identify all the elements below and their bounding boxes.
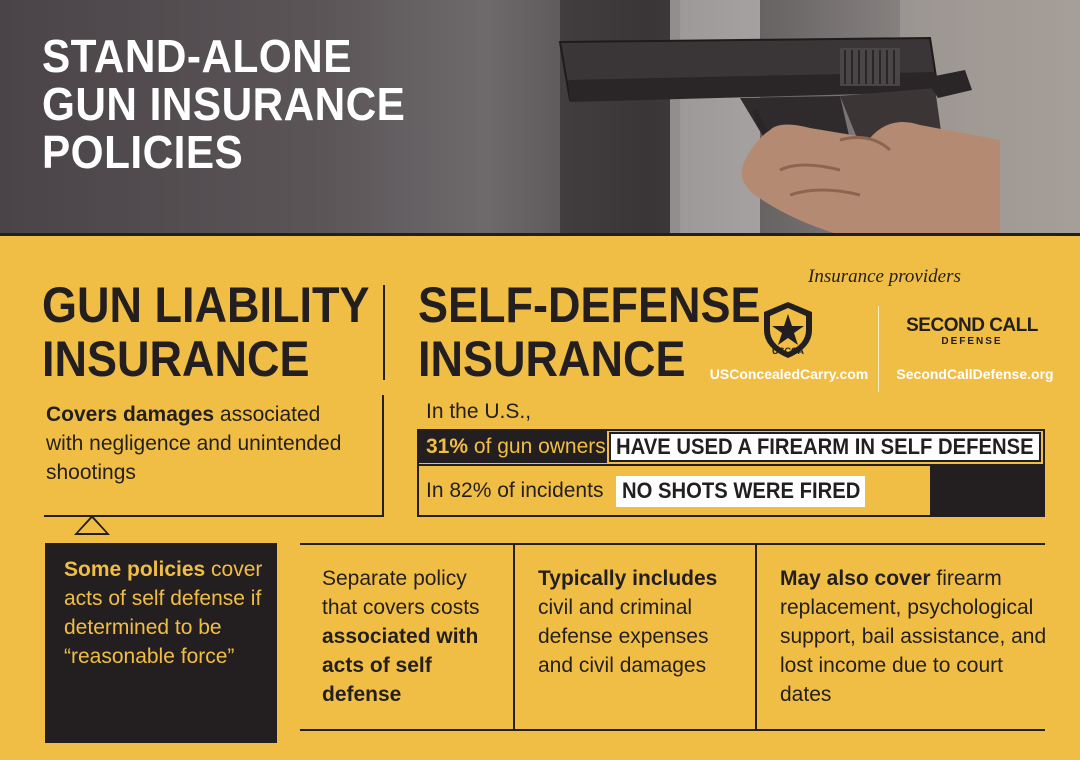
self-defense-title-line-2: INSURANCE (418, 331, 686, 387)
stat1-rest: of gun owners (468, 435, 606, 458)
insurance-providers-label: Insurance providers (808, 266, 961, 287)
col2-bold: Typically includes (538, 567, 718, 590)
second-call-logo-line-2: DEFENSE (941, 336, 1003, 347)
policy-note-rest: cover acts of self defense if determined to be “reasonable force” (64, 558, 263, 668)
pistol-hand-illustration (540, 20, 1000, 235)
stat1-highlight-text: HAVE USED A FIREARM IN SELF DEFENSE (616, 434, 1034, 459)
uscca-link[interactable]: USConcealedCarry.com (709, 366, 869, 382)
hero-title-line-2: GUN INSURANCE (42, 78, 406, 130)
hero-photo (0, 0, 1080, 235)
policy-note-text (64, 555, 264, 671)
gun-liability-description-bold: Covers damages (46, 403, 215, 426)
column-separate-policy (322, 564, 502, 709)
col1-bold: associated with acts of self defense (322, 625, 479, 706)
callout-pointer-inner (78, 518, 106, 533)
gun-liability-title-line-1: GUN LIABILITY (42, 277, 370, 333)
stat2-dark-fill (930, 466, 1043, 515)
uscca-logo-text: USCCA (771, 346, 805, 356)
policy-note-bold: Some policies (64, 558, 206, 581)
stat2-highlight-text: NO SHOTS WERE FIRED (622, 478, 861, 503)
column-may-also-cover (780, 564, 1050, 709)
hero-title-line-3: POLICIES (42, 126, 244, 178)
hero-title-line-1: STAND-ALONE (42, 30, 352, 82)
table-top-rule (300, 543, 1045, 545)
second-call-logo-line-1: SECOND CALL (906, 315, 1038, 336)
col1-plain: Separate policy that covers costs (322, 567, 480, 619)
gun-liability-title-line-2: INSURANCE (42, 331, 310, 387)
second-call-defense-link[interactable]: SecondCallDefense.org (896, 366, 1054, 382)
us-label: In the U.S., (426, 400, 532, 423)
col2-rest: civil and criminal defense expenses and civil damages (538, 596, 709, 677)
second-call-defense-logo (902, 316, 1042, 348)
table-bottom-rule (300, 729, 1045, 731)
hero-divider (0, 233, 1080, 236)
table-column-divider-2 (755, 543, 757, 731)
self-defense-title-line-1: SELF-DEFENSE (418, 277, 761, 333)
gun-liability-description (46, 400, 346, 487)
uscca-logo (760, 300, 816, 360)
stat1-percent: 31% (426, 435, 469, 458)
col3-rest: firearm replacement, psychological support, bail assistance, and lost income due to court dates (780, 567, 1047, 706)
providers-divider (878, 306, 879, 392)
stat1-label (426, 433, 606, 461)
table-column-divider-1 (513, 543, 515, 731)
column-typically-includes (538, 564, 748, 680)
gun-liability-description-rest: associated with negligence and unintended shootings (46, 403, 342, 484)
hero-title (42, 32, 405, 176)
gun-liability-title (42, 278, 369, 386)
stat2-label: In 82% of incidents (426, 479, 604, 502)
col3-bold: May also cover (780, 567, 931, 590)
section-divider (383, 285, 385, 380)
